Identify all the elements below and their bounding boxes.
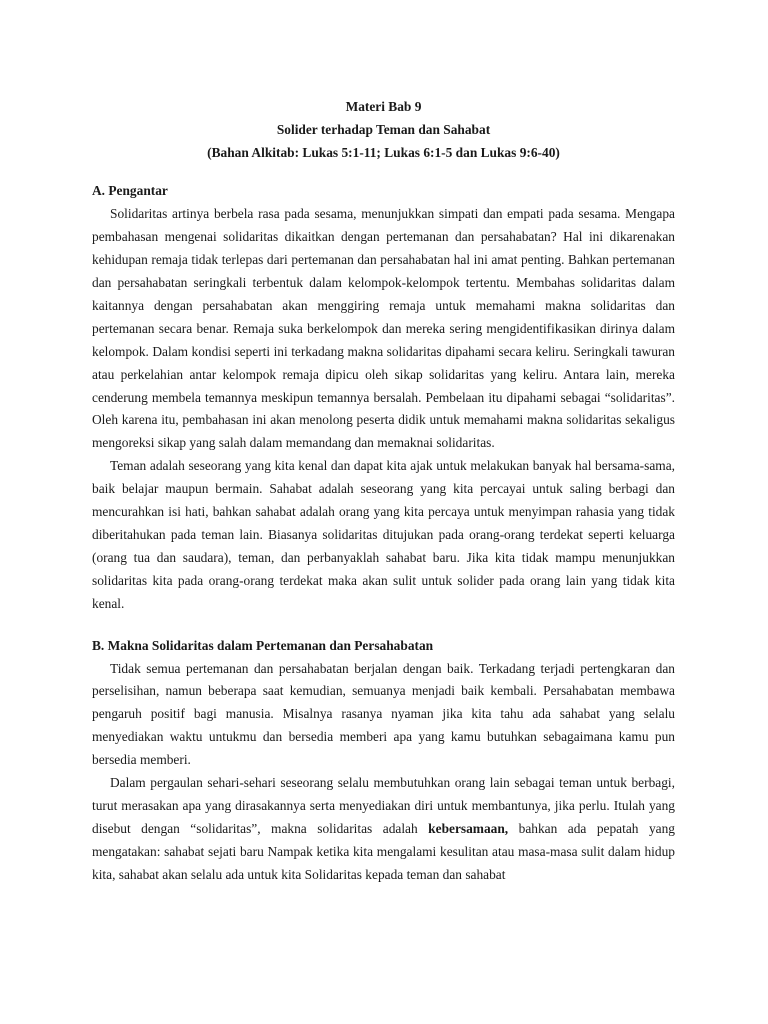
- section-b-paragraph-2-text-end: bahkan ada pepatah yang mengatakan: sahabat sejati baru Nampak ketika kita mengalami kesulitan atau masa-masa sulit dalam hidup kita, sahabat akan selalu ada untuk kita Solidaritas kepada teman dan sahabat: [92, 820, 675, 882]
- document-title-block: [92, 96, 675, 164]
- section-a-paragraph-2: Teman adalah seseorang yang kita kenal dan dapat kita ajak untuk melakukan banyak hal bersama-sama, baik belajar maupun bermain. Sahabat adalah seseorang yang kita percayai untuk saling berbagi dan mencurahkan isi hati, bahkan sahabat adalah orang yang kita percaya untuk menyimpan rahasia yang tidak diberitahukan pada teman lain. Biasanya solidaritas ditujukan pada orang-orang terdekat seperti keluarga (orang tua dan saudara), teman, dan perbanyaklah sahabat baru. Jika kita tidak mampu menunjukkan solidaritas kita pada orang-orang terdekat maka akan sulit untuk solider pada orang lain yang tidak kita kenal.: [92, 458, 675, 611]
- section-b-paragraph-2-text-start: Dalam pergaulan sehari-sehari seseorang selalu membutuhkan orang lain sebagai teman untuk berbagi, turut merasakan apa yang dirasakannya serta menyediakan diri untuk membantunya, jika perlu. Itulah yang disebut dengan “solidaritas”, makna solidaritas adalah: [92, 775, 675, 836]
- section-b-paragraph-1: Tidak semua pertemanan dan persahabatan berjalan dengan baik. Terkadang terjadi pertengkaran dan perselisihan, namun beberapa saat kemudian, semuanya menjadi baik kembali. Persahabatan membawa pengaruh positif bagi manusia. Misalnya rasanya nyaman jika kita tahu ada sahabat yang selalu menyediakan waktu untukmu dan bersedia memberi apa yang kamu butuhkan sebagaimana kamu pun bersedia memberi.: [92, 660, 675, 768]
- section-a-paragraph-1: Solidaritas artinya berbela rasa pada sesama, menunjukkan simpati dan empati pada sesama. Mengapa pembahasan mengenai solidaritas dikaitkan dengan pertemanan dan persahabatan? Hal ini dikarenakan kehidupan remaja tidak terlepas dari pertemanan dan persahabatan hal ini amat penting. Bahkan pertemanan dan persahabatan seringkali terbentuk dalam kelompok-kelompok tertentu. Membahas solidaritas dalam kaitannya dengan persahabatan akan menggiring remaja untuk memahami makna solidaritas dan pertemanan secara benar. Remaja suka berkelompok dan mereka sering mengidentifikasikan dirinya dalam kelompok. Dalam kondisi seperti ini terkadang makna solidaritas dipahami secara keliru. Seringkali tawuran atau perkelahian antar kelompok remaja dipicu oleh sikap solidaritas yang keliru. Antara lain, mereka cenderung membela temannya meskipun temannya bersalah. Pembelaan itu dipahami sebagai “solidaritas”. Oleh karena itu, pembahasan ini akan menolong peserta didik untuk memahami makna solidaritas sekaligus mengoreksi sikap yang salah dalam memandang dan memaknai solidaritas.: [92, 206, 675, 451]
- section-b-paragraph-2-bold-term: kebersamaan,: [428, 820, 509, 836]
- chapter-title: Materi Bab 9: [345, 99, 422, 114]
- section-b-paragraph-2: [92, 772, 675, 887]
- section-a-heading: A. Pengantar: [92, 183, 168, 199]
- section-b-heading: B. Makna Solidaritas dalam Pertemanan dan Persahabatan: [92, 637, 434, 653]
- document-page: [92, 96, 675, 887]
- bible-reference: (Bahan Alkitab: Lukas 5:1-11; Lukas 6:1-5 dan Lukas 9:6-40): [207, 144, 560, 160]
- chapter-subtitle: Solider terhadap Teman dan Sahabat: [276, 121, 491, 137]
